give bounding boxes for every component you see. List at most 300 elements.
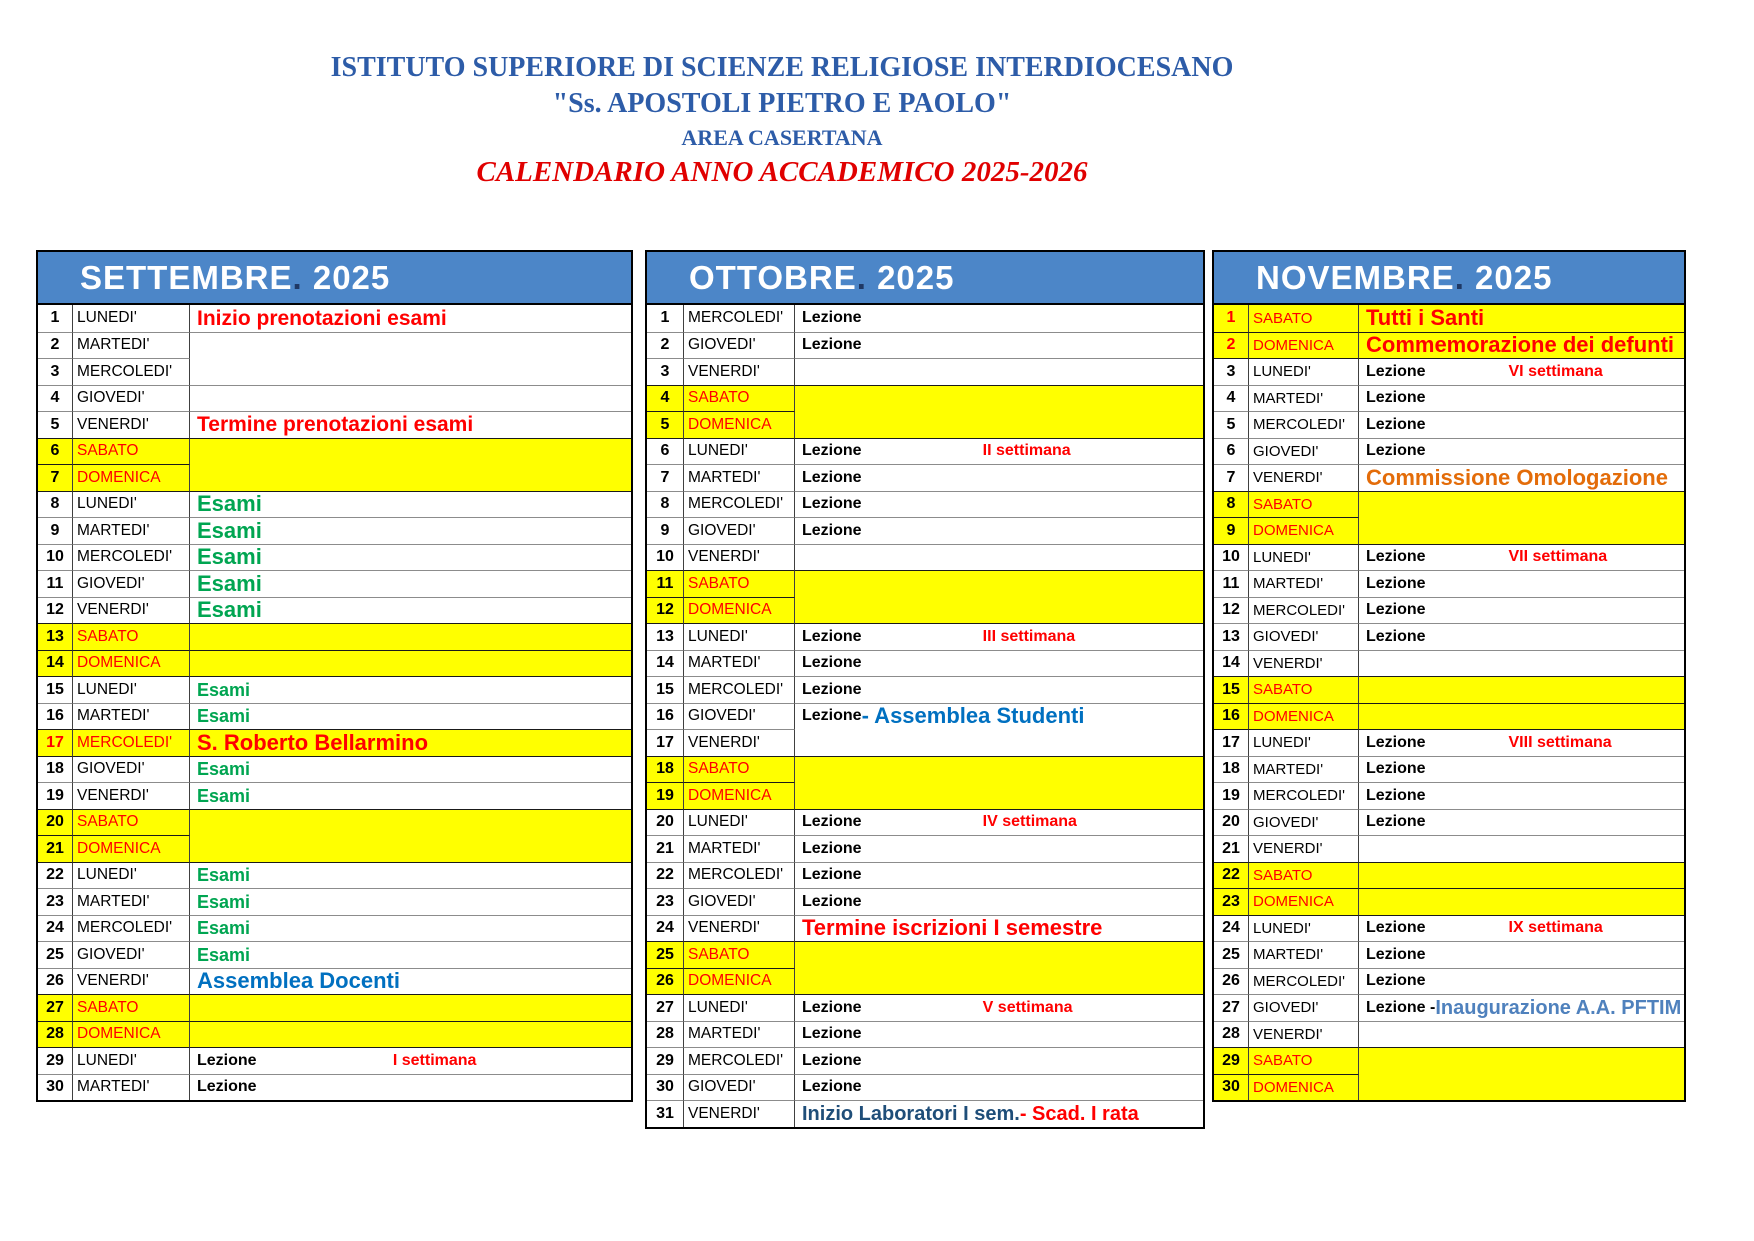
event-text: Esami <box>197 706 251 727</box>
calendar-row <box>38 438 631 465</box>
day-number-cell: 25 <box>1214 941 1249 968</box>
calendar-row <box>1214 385 1684 412</box>
event-cell <box>190 915 631 942</box>
day-name-cell: VENERDI' <box>73 968 190 995</box>
event-text: Lezione <box>802 336 862 354</box>
calendar-row <box>38 703 631 730</box>
day-name-cell: MARTEDI' <box>1249 385 1359 412</box>
calendar-row <box>38 915 631 942</box>
day-name-cell: VENERDI' <box>684 915 795 942</box>
event-cell <box>190 862 631 889</box>
day-number-cell: 7 <box>38 464 73 491</box>
day-number-cell: 21 <box>647 835 684 862</box>
calendar-row <box>647 1100 1203 1127</box>
event-text: Lezione <box>802 442 862 460</box>
day-number-cell: 14 <box>38 650 73 677</box>
event-cell <box>190 835 631 862</box>
event-cell <box>795 305 1203 332</box>
day-name-cell: MERCOLEDI' <box>684 676 795 703</box>
event-text: Lezione <box>802 866 862 884</box>
event-cell <box>795 650 1203 677</box>
event-cell <box>1359 305 1684 332</box>
day-number-cell: 16 <box>1214 703 1249 730</box>
event-text: Lezione <box>802 468 862 486</box>
day-name-cell: MARTEDI' <box>684 464 795 491</box>
day-number-cell: 20 <box>1214 809 1249 836</box>
event-cell <box>1359 332 1684 359</box>
event-text: Esami <box>197 544 262 570</box>
calendar-row <box>647 703 1203 730</box>
calendar-row <box>647 994 1203 1021</box>
day-number-cell: 26 <box>647 968 684 995</box>
day-number-cell: 24 <box>647 915 684 942</box>
event-cell <box>795 782 1203 809</box>
day-number-cell: 19 <box>1214 782 1249 809</box>
day-number-cell: 29 <box>38 1047 73 1074</box>
calendar-row <box>38 385 631 412</box>
calendar-row <box>1214 650 1684 677</box>
day-name-cell: MARTEDI' <box>73 1074 190 1101</box>
calendar-row <box>38 358 631 385</box>
event-cell <box>795 411 1203 438</box>
day-name-cell: DOMENICA <box>1249 888 1359 915</box>
event-text: Lezione <box>802 892 862 910</box>
event-text: - Scad. I rata <box>1019 1102 1139 1125</box>
day-name-cell: LUNEDI' <box>684 809 795 836</box>
day-number-cell: 22 <box>38 862 73 889</box>
day-number-cell: 23 <box>38 888 73 915</box>
event-cell <box>190 809 631 836</box>
calendar-row <box>38 994 631 1021</box>
event-cell <box>795 385 1203 412</box>
calendar-row <box>1214 1074 1684 1101</box>
day-name-cell: LUNEDI' <box>73 862 190 889</box>
calendar-row <box>1214 994 1684 1021</box>
event-cell <box>190 968 631 995</box>
calendar-row <box>38 1047 631 1074</box>
event-text: Esami <box>197 759 251 780</box>
institute-dedication-line: "Ss. APOSTOLI PIETRO E PAOLO" <box>552 88 1012 119</box>
event-text: Tutti i Santi <box>1366 305 1485 331</box>
day-number-cell: 2 <box>38 332 73 359</box>
calendar-row <box>1214 968 1684 995</box>
day-number-cell: 3 <box>647 358 684 385</box>
day-name-cell: MERCOLEDI' <box>1249 782 1359 809</box>
day-number-cell: 29 <box>647 1047 684 1074</box>
event-cell <box>795 1100 1203 1127</box>
calendar-row <box>38 888 631 915</box>
event-cell <box>1359 676 1684 703</box>
calendar-row <box>647 915 1203 942</box>
day-name-cell: GIOVEDI' <box>73 570 190 597</box>
calendar-row <box>38 729 631 756</box>
event-cell <box>795 915 1203 942</box>
event-cell <box>190 597 631 624</box>
event-cell <box>190 650 631 677</box>
event-cell <box>1359 570 1684 597</box>
event-cell <box>190 411 631 438</box>
calendar-row <box>647 888 1203 915</box>
day-name-cell: VENERDI' <box>73 782 190 809</box>
event-cell <box>1359 756 1684 783</box>
event-cell <box>1359 782 1684 809</box>
day-name-cell: SABATO <box>73 994 190 1021</box>
calendar-row <box>1214 941 1684 968</box>
calendar-row <box>647 358 1203 385</box>
event-cell <box>1359 623 1684 650</box>
day-name-cell: GIOVEDI' <box>1249 809 1359 836</box>
calendar-row <box>38 570 631 597</box>
day-number-cell: 13 <box>1214 623 1249 650</box>
event-cell <box>795 862 1203 889</box>
day-name-cell: VENERDI' <box>684 729 795 756</box>
event-cell <box>190 438 631 465</box>
day-name-cell: SABATO <box>73 809 190 836</box>
calendar-row <box>1214 597 1684 624</box>
event-text: Lezione <box>1366 627 1426 645</box>
month-year: 2025 <box>302 259 391 296</box>
event-text: Lezione <box>802 627 862 645</box>
day-number-cell: 4 <box>647 385 684 412</box>
event-cell <box>190 729 631 756</box>
calendar-row <box>647 835 1203 862</box>
event-cell <box>795 597 1203 624</box>
event-text: Lezione <box>1366 389 1426 407</box>
event-cell <box>795 809 1203 836</box>
day-number-cell: 24 <box>38 915 73 942</box>
calendar-row <box>647 809 1203 836</box>
day-number-cell: 3 <box>38 358 73 385</box>
event-cell <box>795 968 1203 995</box>
day-number-cell: 13 <box>647 623 684 650</box>
event-cell <box>1359 862 1684 889</box>
day-number-cell: 6 <box>1214 438 1249 465</box>
day-number-cell: 4 <box>1214 385 1249 412</box>
day-name-cell: DOMENICA <box>73 1021 190 1048</box>
day-name-cell: GIOVEDI' <box>684 703 795 730</box>
calendar-row <box>1214 862 1684 889</box>
day-number-cell: 22 <box>1214 862 1249 889</box>
calendar-row <box>1214 835 1684 862</box>
event-text: Lezione <box>802 707 862 725</box>
day-name-cell: SABATO <box>684 756 795 783</box>
day-number-cell: 24 <box>1214 915 1249 942</box>
calendar-row <box>1214 411 1684 438</box>
calendar-row <box>1214 676 1684 703</box>
day-number-cell: 21 <box>1214 835 1249 862</box>
calendar-row <box>647 650 1203 677</box>
event-cell <box>190 1047 631 1074</box>
event-text: Esami <box>197 491 262 517</box>
day-number-cell: 12 <box>38 597 73 624</box>
event-cell <box>1359 411 1684 438</box>
day-number-cell: 28 <box>647 1021 684 1048</box>
calendar-row <box>647 862 1203 889</box>
day-number-cell: 9 <box>38 517 73 544</box>
day-name-cell: MERCOLEDI' <box>73 358 190 385</box>
event-cell <box>795 544 1203 571</box>
day-number-cell: 23 <box>647 888 684 915</box>
event-cell <box>190 358 631 385</box>
day-name-cell: GIOVEDI' <box>1249 623 1359 650</box>
calendar-row <box>1214 332 1684 359</box>
event-text: Commemorazione dei defunti <box>1366 332 1675 358</box>
event-cell <box>1359 1021 1684 1048</box>
calendar-row <box>647 411 1203 438</box>
day-number-cell: 6 <box>647 438 684 465</box>
day-name-cell: GIOVEDI' <box>73 756 190 783</box>
calendar-row <box>647 1047 1203 1074</box>
event-text: Lezione <box>802 495 862 513</box>
day-name-cell: MARTEDI' <box>684 835 795 862</box>
event-text: Esami <box>197 865 251 886</box>
event-text: Lezione <box>802 839 862 857</box>
event-cell <box>190 1074 631 1101</box>
institute-area-line: AREA CASERTANA <box>681 125 883 150</box>
event-cell <box>190 544 631 571</box>
day-number-cell: 22 <box>647 862 684 889</box>
event-cell <box>795 835 1203 862</box>
calendar-row <box>1214 756 1684 783</box>
day-number-cell: 21 <box>38 835 73 862</box>
day-number-cell: 18 <box>1214 756 1249 783</box>
event-text: Lezione <box>802 309 862 327</box>
day-name-cell: SABATO <box>684 570 795 597</box>
week-label: VII settimana <box>1508 548 1608 566</box>
day-name-cell: MARTEDI' <box>1249 941 1359 968</box>
event-text: Lezione <box>1366 362 1426 380</box>
day-number-cell: 16 <box>647 703 684 730</box>
event-cell <box>795 994 1203 1021</box>
day-number-cell: 28 <box>1214 1021 1249 1048</box>
event-cell <box>190 332 631 359</box>
day-number-cell: 30 <box>647 1074 684 1101</box>
event-cell <box>1359 941 1684 968</box>
day-number-cell: 14 <box>1214 650 1249 677</box>
event-cell <box>1359 1047 1684 1074</box>
event-cell <box>1359 915 1684 942</box>
day-number-cell: 7 <box>1214 464 1249 491</box>
document-header <box>0 50 1564 191</box>
calendar-row <box>38 968 631 995</box>
day-number-cell: 15 <box>647 676 684 703</box>
day-number-cell: 15 <box>1214 676 1249 703</box>
day-name-cell: SABATO <box>1249 491 1359 518</box>
day-name-cell: SABATO <box>1249 676 1359 703</box>
month-dot: . <box>856 259 867 296</box>
event-text: S. Roberto Bellarmino <box>197 729 429 755</box>
event-text: Esami <box>197 944 251 965</box>
day-number-cell: 7 <box>647 464 684 491</box>
calendar-row <box>38 491 631 518</box>
day-number-cell: 16 <box>38 703 73 730</box>
calendar-row <box>647 968 1203 995</box>
day-number-cell: 10 <box>1214 544 1249 571</box>
event-cell <box>1359 968 1684 995</box>
event-cell <box>190 305 631 332</box>
day-name-cell: LUNEDI' <box>1249 358 1359 385</box>
calendar-row <box>647 438 1203 465</box>
event-cell <box>1359 1074 1684 1101</box>
event-cell <box>1359 809 1684 836</box>
event-text: Lezione <box>802 1078 862 1096</box>
event-text: Lezione <box>1366 601 1426 619</box>
day-name-cell: SABATO <box>684 385 795 412</box>
calendar-row <box>1214 464 1684 491</box>
calendar-row <box>38 544 631 571</box>
day-name-cell: MARTEDI' <box>684 1021 795 1048</box>
day-name-cell: DOMENICA <box>1249 1074 1359 1101</box>
day-name-cell: GIOVEDI' <box>1249 994 1359 1021</box>
calendar-row <box>647 491 1203 518</box>
calendar-row <box>1214 544 1684 571</box>
event-text: Termine prenotazioni esami <box>197 413 474 437</box>
event-cell <box>1359 385 1684 412</box>
event-cell <box>1359 597 1684 624</box>
event-cell <box>190 517 631 544</box>
event-cell <box>795 941 1203 968</box>
day-number-cell: 27 <box>38 994 73 1021</box>
day-number-cell: 10 <box>38 544 73 571</box>
month-name: OTTOBRE <box>689 259 857 296</box>
day-number-cell: 23 <box>1214 888 1249 915</box>
event-cell <box>1359 703 1684 730</box>
calendar-row <box>647 1074 1203 1101</box>
day-name-cell: GIOVEDI' <box>684 517 795 544</box>
day-name-cell: SABATO <box>1249 305 1359 332</box>
event-text: Lezione <box>802 998 862 1016</box>
calendar-row <box>1214 358 1684 385</box>
day-name-cell: DOMENICA <box>684 411 795 438</box>
day-name-cell: DOMENICA <box>1249 332 1359 359</box>
day-name-cell: VENERDI' <box>1249 650 1359 677</box>
event-text: Lezione <box>802 521 862 539</box>
day-number-cell: 1 <box>1214 305 1249 332</box>
day-name-cell: DOMENICA <box>73 835 190 862</box>
event-cell <box>190 941 631 968</box>
month-header <box>1214 252 1684 305</box>
day-name-cell: GIOVEDI' <box>73 941 190 968</box>
week-label: I settimana <box>392 1051 477 1069</box>
day-name-cell: LUNEDI' <box>684 994 795 1021</box>
calendar-row <box>647 385 1203 412</box>
event-text: Lezione <box>802 1025 862 1043</box>
event-cell <box>795 491 1203 518</box>
event-cell <box>795 888 1203 915</box>
event-cell <box>190 888 631 915</box>
day-number-cell: 18 <box>647 756 684 783</box>
event-text: Lezione <box>1366 813 1426 831</box>
day-name-cell: MERCOLEDI' <box>684 1047 795 1074</box>
day-name-cell: DOMENICA <box>1249 517 1359 544</box>
event-text: Lezione - <box>1366 998 1436 1016</box>
event-cell <box>1359 464 1684 491</box>
day-number-cell: 19 <box>38 782 73 809</box>
calendar-row <box>647 676 1203 703</box>
day-name-cell: LUNEDI' <box>1249 915 1359 942</box>
day-number-cell: 14 <box>647 650 684 677</box>
day-name-cell: LUNEDI' <box>73 491 190 518</box>
event-cell <box>795 1021 1203 1048</box>
calendar-row <box>38 676 631 703</box>
month-name: SETTEMBRE <box>80 259 293 296</box>
event-cell <box>1359 729 1684 756</box>
day-number-cell: 4 <box>38 385 73 412</box>
calendar-row <box>647 941 1203 968</box>
day-name-cell: MERCOLEDI' <box>1249 411 1359 438</box>
event-text: Lezione <box>802 813 862 831</box>
day-number-cell: 1 <box>38 305 73 332</box>
day-number-cell: 8 <box>38 491 73 518</box>
calendar-row <box>38 756 631 783</box>
institute-name-line: ISTITUTO SUPERIORE DI SCIENZE RELIGIOSE INTERDIOCESANO <box>330 52 1234 83</box>
calendar-row <box>1214 782 1684 809</box>
calendar-row <box>647 756 1203 783</box>
month-table-novembre <box>1212 250 1686 1102</box>
day-name-cell: MERCOLEDI' <box>1249 597 1359 624</box>
day-name-cell: MARTEDI' <box>73 517 190 544</box>
month-header <box>647 252 1203 305</box>
day-name-cell: MERCOLEDI' <box>684 862 795 889</box>
day-number-cell: 18 <box>38 756 73 783</box>
day-name-cell: MARTEDI' <box>684 650 795 677</box>
event-cell <box>1359 888 1684 915</box>
day-name-cell: VENERDI' <box>1249 1021 1359 1048</box>
day-number-cell: 12 <box>647 597 684 624</box>
calendar-row <box>38 809 631 836</box>
calendar-row <box>38 650 631 677</box>
event-text: Lezione <box>1366 733 1426 751</box>
event-text: Inizio prenotazioni esami <box>197 306 447 330</box>
month-year: 2025 <box>866 259 955 296</box>
event-text: Esami <box>197 785 251 806</box>
week-label: V settimana <box>982 998 1073 1016</box>
day-name-cell: DOMENICA <box>1249 703 1359 730</box>
day-name-cell: VENERDI' <box>1249 464 1359 491</box>
day-number-cell: 3 <box>1214 358 1249 385</box>
day-name-cell: VENERDI' <box>684 358 795 385</box>
day-name-cell: MARTEDI' <box>1249 570 1359 597</box>
event-cell <box>1359 994 1684 1021</box>
day-number-cell: 11 <box>1214 570 1249 597</box>
day-name-cell: MARTEDI' <box>1249 756 1359 783</box>
day-number-cell: 30 <box>38 1074 73 1101</box>
event-text: Commissione Omologazione <box>1366 464 1668 490</box>
week-label: IV settimana <box>982 813 1077 831</box>
event-cell <box>795 570 1203 597</box>
day-name-cell: MARTEDI' <box>73 888 190 915</box>
event-cell <box>1359 544 1684 571</box>
day-number-cell: 27 <box>647 994 684 1021</box>
event-text: - Assemblea Studenti <box>861 703 1085 729</box>
calendar-row <box>38 332 631 359</box>
day-number-cell: 20 <box>647 809 684 836</box>
calendar-row <box>647 597 1203 624</box>
calendar-row <box>1214 809 1684 836</box>
day-number-cell: 26 <box>1214 968 1249 995</box>
day-name-cell: SABATO <box>1249 862 1359 889</box>
event-cell <box>190 1021 631 1048</box>
calendar-row <box>647 332 1203 359</box>
month-year: 2025 <box>1464 259 1553 296</box>
event-cell <box>795 1047 1203 1074</box>
month-name: NOVEMBRE <box>1256 259 1455 296</box>
calendar-row <box>1214 305 1684 332</box>
event-cell <box>190 464 631 491</box>
event-cell <box>190 385 631 412</box>
day-number-cell: 5 <box>1214 411 1249 438</box>
event-cell <box>795 438 1203 465</box>
